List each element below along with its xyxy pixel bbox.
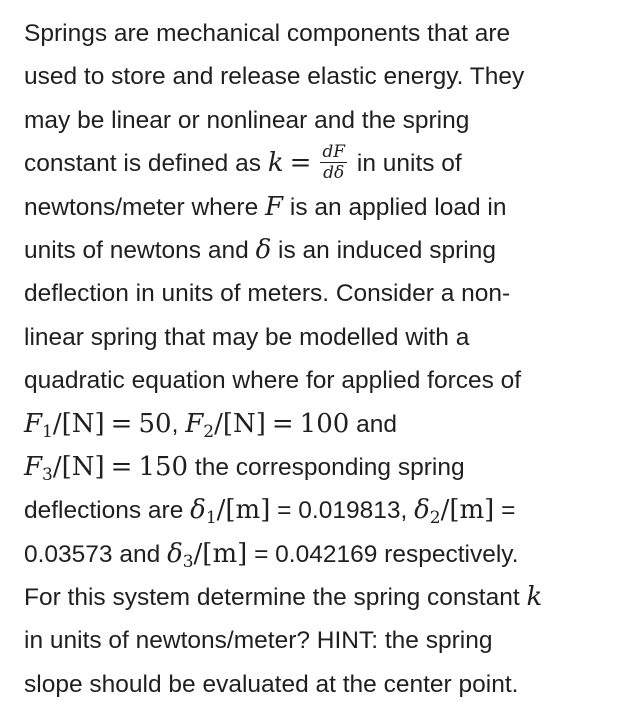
formula-k-equals — [268, 148, 318, 178]
math-unit: /[N] — [52, 408, 105, 439]
math-unit: /[m] — [216, 495, 271, 526]
math-inline — [414, 495, 495, 529]
text-span: constant is defined as — [24, 150, 261, 178]
text-span: may be linear or nonlinear and the spring — [24, 106, 470, 134]
math-variable: F — [265, 191, 284, 222]
math-inline — [185, 408, 350, 442]
text-span: = 0.019813, — [277, 497, 408, 525]
text-line — [24, 359, 624, 402]
text-line — [24, 12, 624, 55]
text-span: = — [501, 497, 516, 525]
math-inline — [256, 235, 272, 265]
math-unit: /[m] — [193, 538, 248, 569]
text-span: slope should be evaluated at the center point. — [24, 670, 519, 698]
math-subscript: 2 — [203, 421, 215, 442]
text-line — [24, 229, 624, 272]
text-line — [24, 533, 624, 576]
math-value: 150 — [138, 451, 189, 482]
text-span: deflections are — [24, 497, 184, 525]
math-subscript: 1 — [205, 508, 217, 529]
text-span: For this system determine the spring constant — [24, 584, 520, 612]
text-line — [24, 663, 624, 706]
math-inline — [24, 408, 172, 442]
text-span: in units of newtons/meter? HINT: the spring — [24, 627, 493, 655]
text-span: and — [356, 410, 397, 438]
math-subscript: 2 — [429, 508, 441, 529]
math-unit: /[N] — [214, 408, 266, 439]
math-variable: δ — [190, 495, 206, 526]
math-inline — [190, 495, 271, 529]
math-operator: = — [110, 408, 133, 439]
text-line — [24, 316, 624, 359]
text-span: deflection in units of meters. Consider a non- — [24, 280, 511, 308]
text-line — [24, 489, 624, 532]
math-inline — [265, 192, 283, 222]
math-variable: k — [526, 582, 543, 613]
text-span: units of newtons and — [24, 236, 249, 264]
math-variable: k — [267, 148, 284, 179]
text-line — [24, 403, 624, 446]
text-span: is an applied load in — [289, 193, 507, 221]
math-subscript: 3 — [42, 464, 53, 485]
text-span: used to store and release elastic energy. They — [24, 63, 525, 91]
text-line — [24, 99, 624, 142]
text-span: the corresponding spring — [194, 453, 465, 481]
text-line — [24, 619, 624, 662]
text-line — [24, 142, 624, 185]
math-subscript: 1 — [42, 421, 53, 442]
math-variable: F — [24, 408, 43, 439]
math-unit: /[m] — [440, 495, 495, 526]
math-variable: δ — [255, 234, 272, 265]
math-variable: F — [24, 451, 43, 482]
math-variable: δ — [414, 495, 430, 526]
fraction-denominator: dδ — [323, 163, 345, 184]
math-value: 100 — [299, 408, 350, 439]
text-span: = 0.042169 respectively. — [254, 540, 519, 568]
text-span: quadratic equation where for applied forces of — [24, 367, 522, 395]
problem-text — [24, 12, 624, 706]
text-span: linear spring that may be modelled with a — [24, 323, 470, 351]
math-variable: δ — [167, 538, 183, 569]
math-operator: = — [289, 148, 312, 179]
math-variable: F — [185, 408, 204, 439]
text-span: newtons/meter where — [24, 193, 259, 221]
derivative-fraction — [320, 143, 347, 182]
text-line — [24, 446, 624, 489]
fraction-numerator: dF — [322, 142, 346, 163]
text-span: Springs are mechanical components that are — [24, 20, 511, 47]
text-line — [24, 576, 624, 619]
math-inline — [167, 538, 248, 572]
text-span: in units of — [356, 150, 462, 178]
math-inline — [526, 582, 542, 612]
text-span: is an induced spring — [278, 236, 496, 264]
math-inline — [24, 451, 189, 485]
text-span: , — [171, 410, 179, 438]
math-value: 50 — [138, 408, 172, 439]
math-operator: = — [271, 408, 294, 439]
math-operator: = — [110, 451, 133, 482]
text-line — [24, 55, 624, 98]
text-span: 0.03573 and — [24, 540, 161, 568]
math-unit: /[N] — [52, 451, 105, 482]
text-line — [24, 186, 624, 229]
text-line — [24, 272, 624, 315]
math-subscript: 3 — [182, 551, 194, 572]
